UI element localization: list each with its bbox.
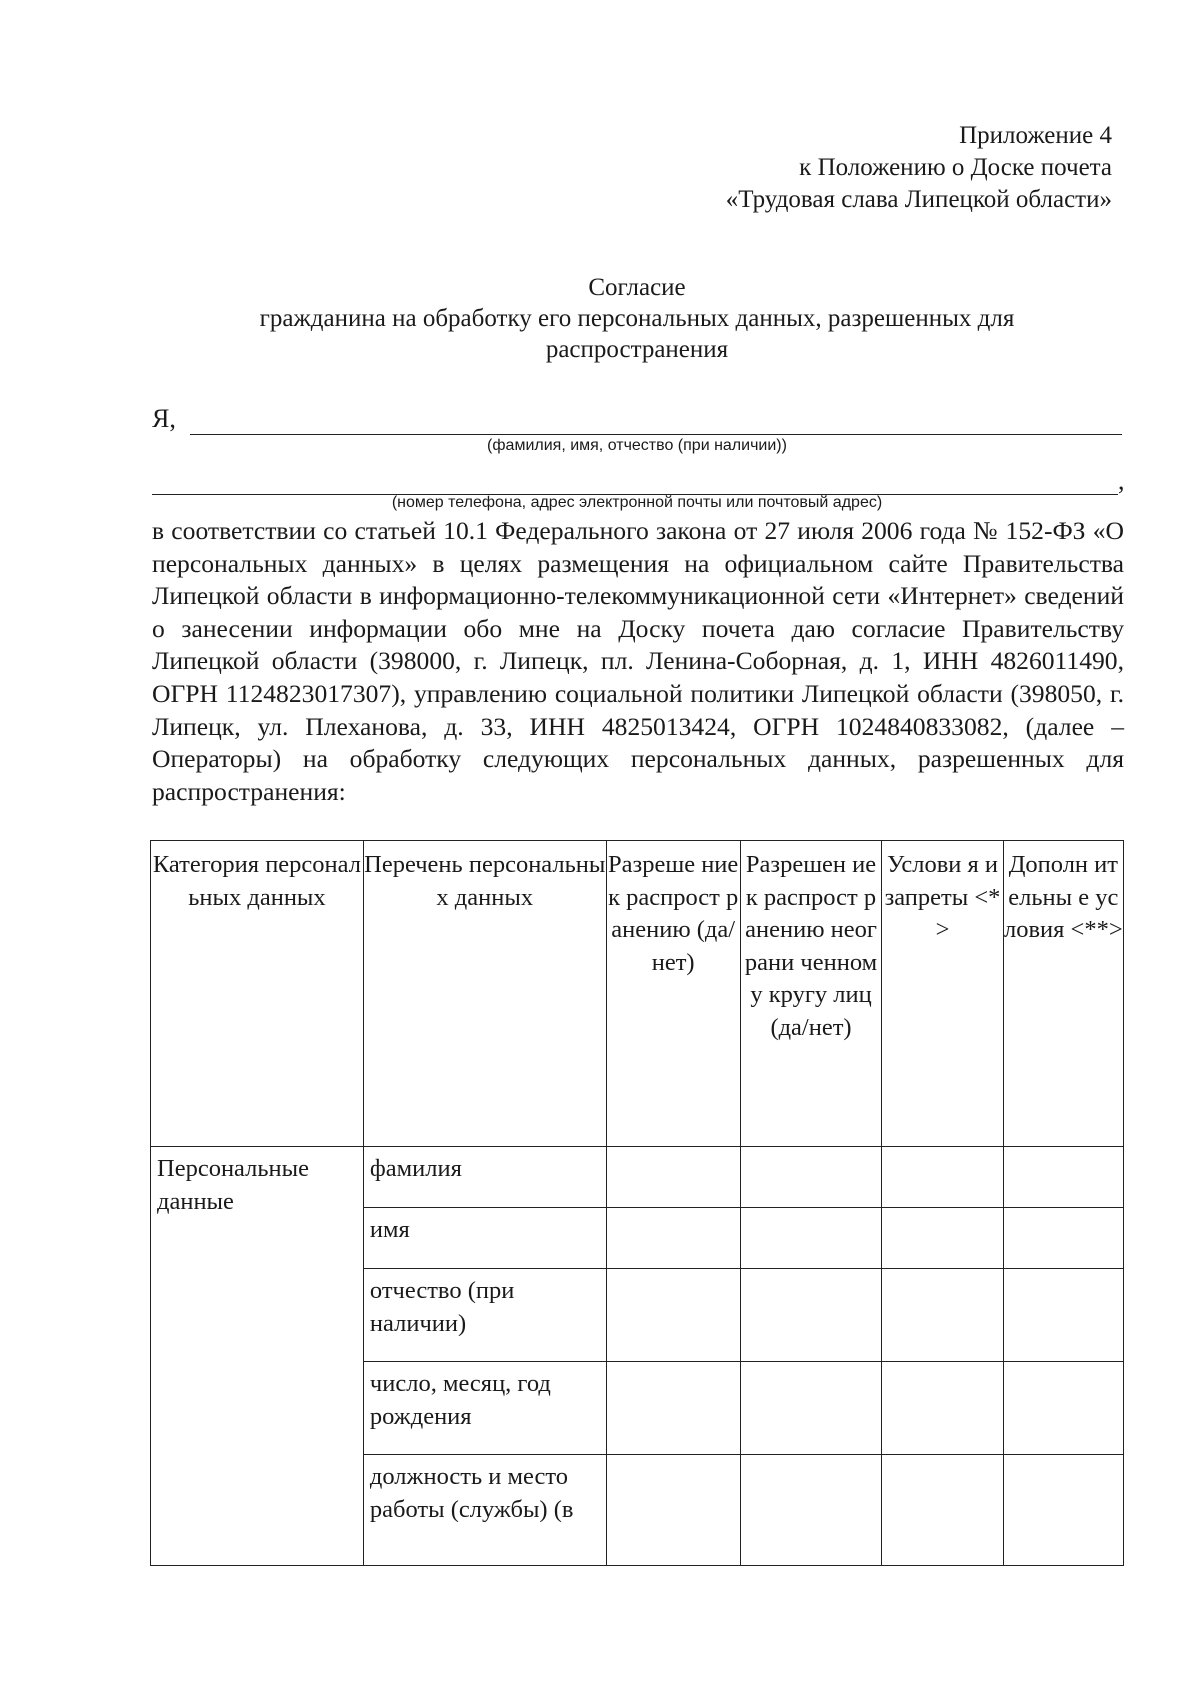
contact-field-caption: (номер телефона, адрес электронной почты или почтовый адрес) [391, 494, 883, 511]
permission-unlimited-cell[interactable] [740, 1147, 882, 1208]
consent-paragraph: в соответствии со статьей 10.1 Федерального закона от 27 июля 2006 года № 152-ФЗ «О персональных данных» в целях размещения на официальном сайте Правительства Липецкой области в информационно-телекоммуникационной сети «Интернет» сведений о занесении информации обо мне на Доску почета даю согласие Правительству Липецкой области (398000, г. Липецк, пл. Ленина-Соборная, д. 1, ИНН 4826011490, ОГРН 1124823017307), управлению социальной политики Липецкой области (398050, г. Липецк, ул. Плеханова, д. 33, ИНН 4825013424, ОГРН 1024840833082, (далее – Операторы) на обработку следующих персональных данных, разрешенных для распространения: [152, 516, 1124, 806]
conditions-cell[interactable] [882, 1269, 1003, 1362]
personal-data-table [150, 840, 1124, 1566]
contact-comma: , [1118, 466, 1125, 495]
item-cell: имя [363, 1208, 606, 1269]
additional-cell[interactable] [1003, 1455, 1123, 1566]
appendix-board-name: «Трудовая слава Липецкой области» [725, 186, 1112, 213]
name-field-row [152, 404, 1122, 438]
appendix-regulation: к Положению о Доске почета [799, 154, 1112, 181]
conditions-cell[interactable] [882, 1208, 1003, 1269]
document-title [150, 272, 1124, 365]
conditions-cell[interactable] [882, 1362, 1003, 1455]
header-permission-unlimited: Разрешен ие к распрост ранению неограни ченному кругу лиц (да/нет) [740, 841, 882, 1147]
table-header-row [151, 841, 1124, 1147]
table-row [151, 1147, 1124, 1208]
permission-cell[interactable] [606, 1455, 740, 1566]
conditions-cell[interactable] [882, 1147, 1003, 1208]
additional-cell[interactable] [1003, 1269, 1123, 1362]
permission-cell[interactable] [606, 1362, 740, 1455]
name-field-caption: (фамилия, имя, отчество (при наличии)) [487, 437, 787, 454]
title-consent: Согласие [588, 274, 686, 301]
header-conditions: Услови я и запреты <*> [882, 841, 1003, 1147]
header-list: Перечень персональных данных [363, 841, 606, 1147]
header-category: Категория персональных данных [151, 841, 364, 1147]
permission-cell[interactable] [606, 1208, 740, 1269]
additional-cell[interactable] [1003, 1208, 1123, 1269]
additional-cell[interactable] [1003, 1147, 1123, 1208]
item-cell: фамилия [363, 1147, 606, 1208]
title-subject-end: распространения [545, 336, 729, 363]
ya-label: Я, [152, 404, 176, 433]
header-permission: Разреше ние к распрост ранению (да/нет) [606, 841, 740, 1147]
permission-unlimited-cell[interactable] [740, 1455, 882, 1566]
contact-field-line[interactable] [152, 466, 1118, 495]
header-additional: Дополн ительны е условия <**> [1003, 841, 1123, 1147]
item-cell: отчество (при наличии) [363, 1269, 606, 1362]
category-cell: Персональные данные [151, 1147, 364, 1566]
permission-cell[interactable] [606, 1147, 740, 1208]
permission-unlimited-cell[interactable] [740, 1362, 882, 1455]
name-field-line[interactable] [190, 434, 1122, 435]
consent-body [152, 515, 1124, 808]
permission-cell[interactable] [606, 1269, 740, 1362]
additional-cell[interactable] [1003, 1362, 1123, 1455]
item-cell: число, месяц, год рождения [363, 1362, 606, 1455]
appendix-reference [726, 120, 1112, 216]
permission-unlimited-cell[interactable] [740, 1208, 882, 1269]
item-cell: должность и место работы (службы) (в [363, 1455, 606, 1566]
title-subject: гражданина на обработку его персональных данных, разрешенных для [259, 305, 1015, 332]
conditions-cell[interactable] [882, 1455, 1003, 1566]
permission-unlimited-cell[interactable] [740, 1269, 882, 1362]
appendix-number: Приложение 4 [959, 122, 1112, 149]
